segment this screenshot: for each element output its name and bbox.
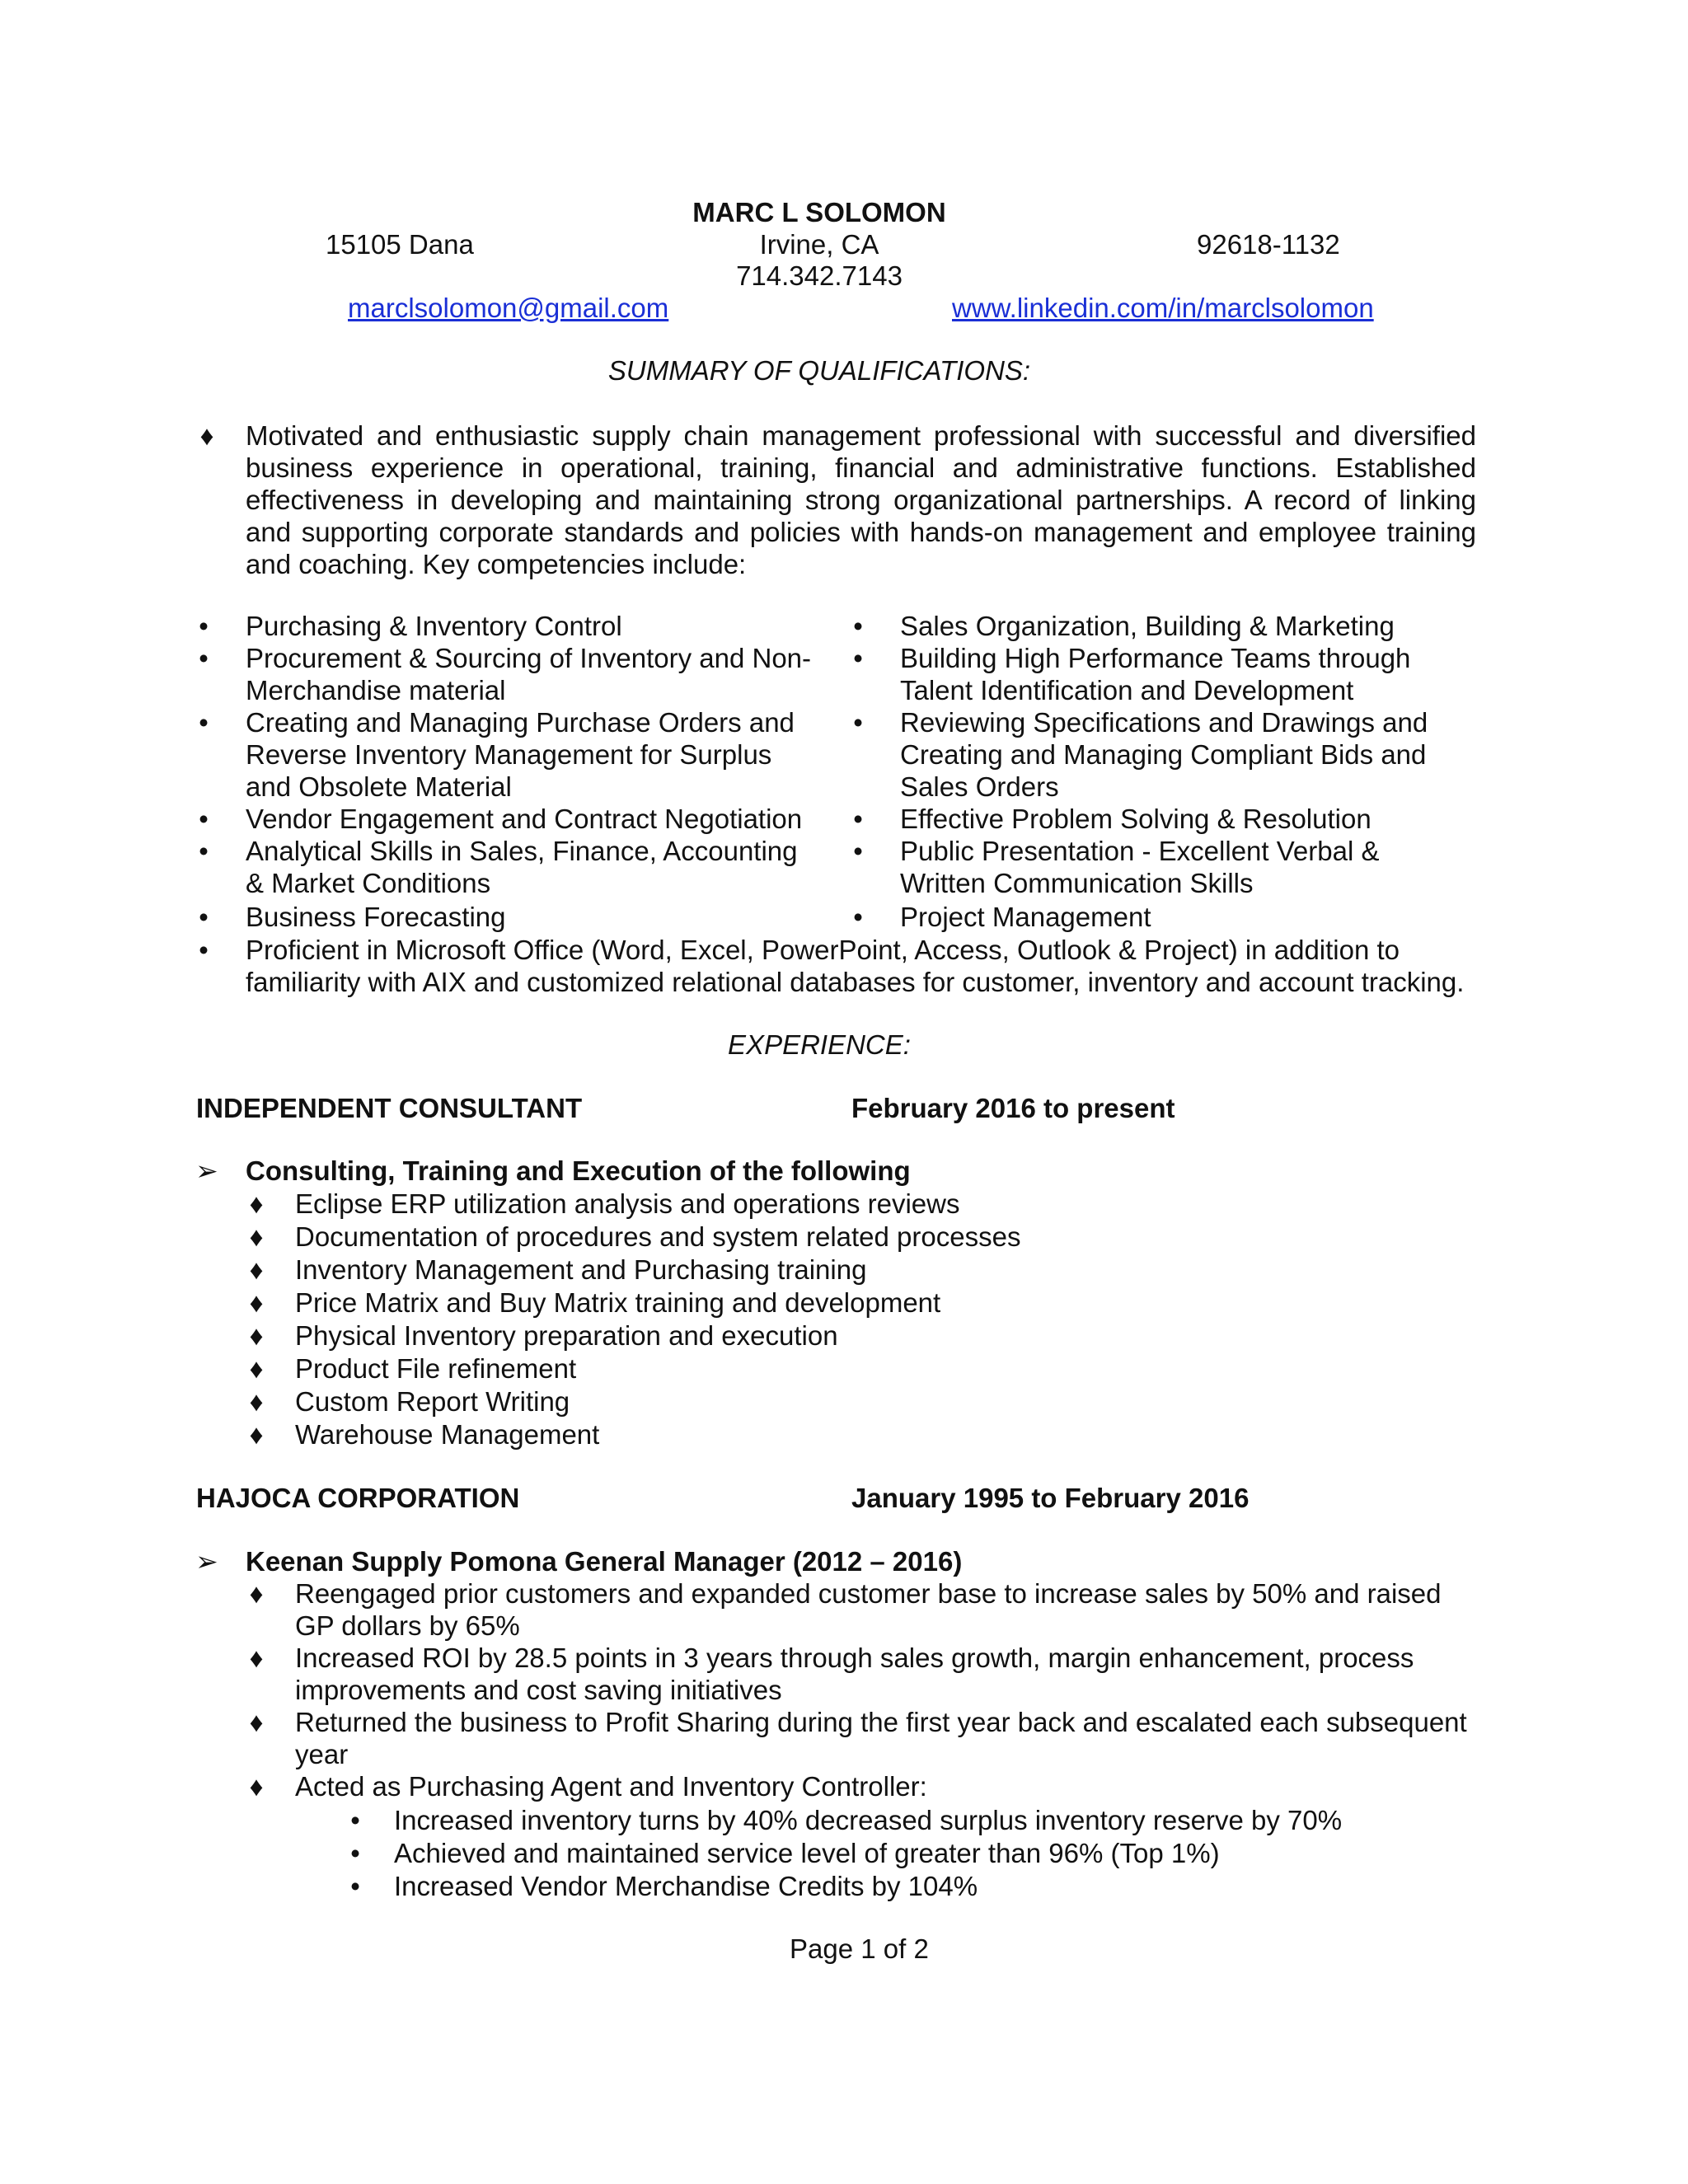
diamond-bullet-icon: ♦ (249, 1419, 264, 1450)
email-link[interactable]: marclsolomon@gmail.com (348, 293, 669, 323)
competency-item: Effective Problem Solving & Resolution (900, 804, 1372, 834)
linkedin-link[interactable]: www.linkedin.com/in/marclsolomon (952, 293, 1374, 323)
bullet-icon: • (199, 643, 209, 673)
arrow-bullet-icon: ➢ (195, 1155, 218, 1186)
job-bullet: Warehouse Management (295, 1419, 600, 1450)
summary-heading: SUMMARY OF QUALIFICATIONS: (607, 355, 1031, 386)
competency-item: Vendor Engagement and Contract Negotiation (246, 804, 803, 834)
diamond-bullet-icon: ♦ (249, 1287, 264, 1318)
competency-item-cont: Sales Orders (900, 771, 1059, 802)
competency-item: Creating and Managing Purchase Orders and (246, 707, 795, 738)
summary-line: Motivated and enthusiastic supply chain management professional with successful and diversified (246, 420, 1476, 451)
name-heading: MARC L SOLOMON (692, 197, 946, 227)
job-bullet: Increased ROI by 28.5 points in 3 years through sales growth, margin enhancement, process (295, 1643, 1414, 1673)
bullet-icon: • (350, 1838, 360, 1868)
job-company: HAJOCA CORPORATION (196, 1483, 520, 1513)
job-bullet: Product File refinement (295, 1353, 577, 1384)
diamond-bullet-icon: ♦ (249, 1578, 264, 1609)
job-bullet-cont: GP dollars by 65% (295, 1610, 520, 1641)
job-dates: January 1995 to February 2016 (851, 1483, 1250, 1513)
job-bullet: Inventory Management and Purchasing training (295, 1254, 867, 1285)
job-bullet: Returned the business to Profit Sharing during the first year back and escalated each subsequent (295, 1707, 1467, 1737)
bullet-icon: • (853, 643, 863, 673)
street-address: 15105 Dana (326, 229, 474, 260)
experience-heading: EXPERIENCE: (728, 1029, 911, 1060)
competency-item: Business Forecasting (246, 902, 506, 932)
competency-item-cont: and Obsolete Material (246, 771, 512, 802)
bullet-icon: • (853, 707, 863, 738)
diamond-bullet-icon: ♦ (249, 1320, 264, 1351)
competency-item-cont: Written Communication Skills (900, 868, 1254, 898)
summary-line: and supporting corporate standards and policies with hands-on management and employee training (246, 517, 1476, 547)
job-role: Keenan Supply Pomona General Manager (2012 – 2016) (246, 1546, 963, 1577)
competency-item: Purchasing & Inventory Control (246, 611, 622, 641)
summary-line: business experience in operational, training, financial and administrative functions. Established (246, 452, 1476, 483)
competency-item: Procurement & Sourcing of Inventory and Non- (246, 643, 812, 673)
bullet-icon: • (199, 836, 209, 866)
competency-item: Reviewing Specifications and Drawings and (900, 707, 1428, 738)
competency-item-cont: Creating and Managing Compliant Bids and (900, 739, 1427, 770)
job-bullet: Price Matrix and Buy Matrix training and development (295, 1287, 941, 1318)
diamond-bullet-icon: ♦ (249, 1353, 264, 1384)
competency-item: Project Management (900, 902, 1151, 932)
job-bullet: Custom Report Writing (295, 1386, 570, 1417)
diamond-bullet-icon: ♦ (249, 1188, 264, 1219)
job-bullet: Reengaged prior customers and expanded customer base to increase sales by 50% and raised (295, 1578, 1442, 1609)
bullet-icon: • (199, 804, 209, 834)
arrow-bullet-icon: ➢ (195, 1546, 218, 1577)
diamond-bullet-icon: ♦ (249, 1386, 264, 1417)
job-bullet: Documentation of procedures and system related processes (295, 1221, 1021, 1252)
competency-item-cont: & Market Conditions (246, 868, 491, 898)
proficiency-line: familiarity with AIX and customized relational databases for customer, inventory and account tracking. (246, 967, 1465, 997)
diamond-bullet-icon: ♦ (249, 1221, 264, 1252)
competency-item: Analytical Skills in Sales, Finance, Accounting (246, 836, 798, 866)
competency-item: Public Presentation - Excellent Verbal & (900, 836, 1380, 866)
summary-line: effectiveness in developing and maintaining strong organizational partnerships. A record of linking (246, 485, 1476, 515)
competency-item-cont: Merchandise material (246, 675, 506, 705)
job-role: Consulting, Training and Execution of the following (246, 1155, 911, 1186)
diamond-bullet-icon: ♦ (249, 1707, 264, 1737)
job-dates: February 2016 to present (851, 1093, 1175, 1123)
bullet-icon: • (199, 707, 209, 738)
sub-bullet: Achieved and maintained service level of greater than 96% (Top 1%) (394, 1838, 1220, 1868)
bullet-icon: • (199, 902, 209, 932)
diamond-bullet-icon: ♦ (249, 1771, 264, 1802)
bullet-icon: • (853, 611, 863, 641)
bullet-icon: • (350, 1871, 360, 1901)
summary-line: and coaching. Key competencies include: (246, 549, 747, 579)
bullet-icon: • (199, 935, 209, 965)
sub-bullet: Increased inventory turns by 40% decreased surplus inventory reserve by 70% (394, 1805, 1343, 1835)
zip-code: 92618-1132 (1197, 229, 1340, 260)
competency-item-cont: Reverse Inventory Management for Surplus (246, 739, 772, 770)
phone-number: 714.342.7143 (736, 260, 903, 291)
proficiency-line: Proficient in Microsoft Office (Word, Excel, PowerPoint, Access, Outlook & Project) in addition to (246, 935, 1400, 965)
bullet-icon: • (853, 836, 863, 866)
competency-item-cont: Talent Identification and Development (900, 675, 1354, 705)
job-bullet-cont: improvements and cost saving initiatives (295, 1675, 782, 1705)
job-bullet: Acted as Purchasing Agent and Inventory Controller: (295, 1771, 927, 1802)
page-number: Page 1 of 2 (790, 1933, 929, 1964)
job-bullet-cont: year (295, 1739, 349, 1769)
diamond-bullet-icon: ♦ (249, 1254, 264, 1285)
job-bullet: Physical Inventory preparation and execution (295, 1320, 838, 1351)
job-company: INDEPENDENT CONSULTANT (196, 1093, 583, 1123)
competency-item: Sales Organization, Building & Marketing (900, 611, 1395, 641)
summary-paragraph (246, 419, 1476, 580)
bullet-icon: • (199, 611, 209, 641)
sub-bullet: Increased Vendor Merchandise Credits by 104% (394, 1871, 978, 1901)
bullet-icon: • (853, 902, 863, 932)
city-state: Irvine, CA (759, 229, 879, 260)
bullet-icon: • (853, 804, 863, 834)
job-bullet: Eclipse ERP utilization analysis and operations reviews (295, 1188, 960, 1219)
diamond-bullet-icon: ♦ (199, 420, 214, 451)
diamond-bullet-icon: ♦ (249, 1643, 264, 1673)
competency-item: Building High Performance Teams through (900, 643, 1411, 673)
bullet-icon: • (350, 1805, 360, 1835)
